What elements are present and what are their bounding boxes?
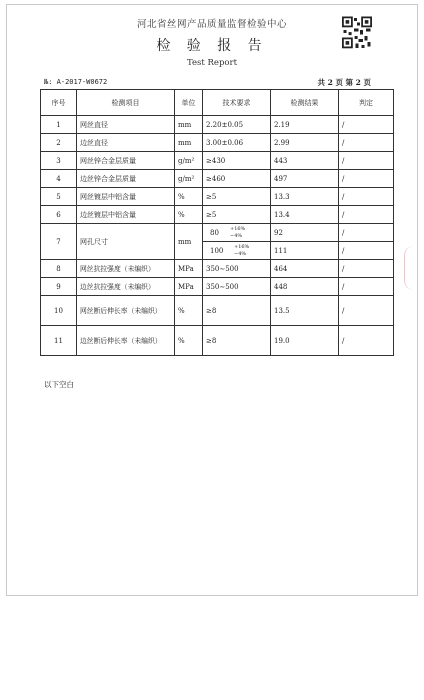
table-row [41, 206, 394, 224]
cell-no: 3 [41, 152, 77, 170]
cell-result: 92 [271, 224, 339, 242]
cell-item: 网丝直径 [77, 116, 175, 134]
cell-requirement: ≥430 [203, 152, 271, 170]
cell-unit: g/m² [175, 152, 203, 170]
cell-no: 5 [41, 188, 77, 206]
table-row [41, 326, 394, 356]
cell-unit: mm [175, 116, 203, 134]
cell-requirement: ≥8 [203, 326, 271, 356]
mesh-tolerance [234, 244, 249, 258]
tolerance-plus: +16% [234, 243, 250, 250]
cell-requirement: ≥5 [203, 188, 271, 206]
cell-item: 网丝镀层中铝含量 [77, 188, 175, 206]
table-header-row [41, 90, 394, 116]
cell-unit: % [175, 296, 203, 326]
organization-name: 河北省丝网产品质量监督检验中心 [136, 19, 287, 30]
header-item: 检测项目 [77, 90, 175, 116]
header-no: 序号 [41, 90, 77, 116]
cell-verdict: / [339, 278, 394, 296]
table-row [41, 296, 394, 326]
cell-unit: % [175, 326, 203, 356]
mesh-tolerance [230, 226, 245, 240]
cell-requirement [203, 242, 271, 260]
cell-verdict: / [339, 188, 394, 206]
table-row [41, 152, 394, 170]
page-count: 共 2 页 第 2 页 [317, 78, 371, 87]
qr-code-icon [342, 16, 372, 50]
cell-verdict: / [339, 242, 394, 260]
mesh-base-value: 100 [210, 246, 224, 255]
cell-verdict: / [339, 206, 394, 224]
cell-requirement: ≥5 [203, 206, 271, 224]
cell-requirement: 2.20±0.05 [203, 116, 271, 134]
cell-verdict: / [339, 326, 394, 356]
cell-unit: mm [175, 134, 203, 152]
cell-unit: MPa [175, 278, 203, 296]
cell-unit: mm [175, 224, 203, 260]
table-row [41, 116, 394, 134]
table-row [41, 188, 394, 206]
cell-result: 13.3 [271, 188, 339, 206]
cell-verdict: / [339, 224, 394, 242]
cell-result: 19.0 [271, 326, 339, 356]
cell-requirement [203, 224, 271, 242]
cell-no: 4 [41, 170, 77, 188]
cell-no: 6 [41, 206, 77, 224]
tolerance-minus: −4% [234, 250, 247, 257]
cell-requirement: 350∼500 [203, 260, 271, 278]
cell-result: 13.4 [271, 206, 339, 224]
table-row [41, 278, 394, 296]
cell-verdict: / [339, 116, 394, 134]
report-subtitle: Test Report [187, 58, 237, 68]
cell-no: 8 [41, 260, 77, 278]
cell-item: 边丝锌合金层质量 [77, 170, 175, 188]
cell-verdict: / [339, 170, 394, 188]
report-title: 检 验 报 告 [156, 38, 268, 54]
cell-item: 边丝断后伸长率（未编织） [77, 326, 175, 356]
header-verdict: 判定 [339, 90, 394, 116]
mesh-base-value: 80 [210, 228, 219, 237]
cell-no: 10 [41, 296, 77, 326]
cell-verdict: / [339, 260, 394, 278]
cell-result: 2.19 [271, 116, 339, 134]
cell-item: 边丝抗拉强度（未编织） [77, 278, 175, 296]
cell-item: 网孔尺寸 [77, 224, 175, 260]
header-requirement: 技术要求 [203, 90, 271, 116]
cell-requirement: ≥460 [203, 170, 271, 188]
tolerance-minus: −4% [230, 232, 243, 239]
table-row [41, 260, 394, 278]
cell-no: 11 [41, 326, 77, 356]
cell-result: 443 [271, 152, 339, 170]
cell-result: 448 [271, 278, 339, 296]
cell-result: 13.5 [271, 296, 339, 326]
cell-result: 464 [271, 260, 339, 278]
report-number: №: A-2017-W0672 [44, 78, 108, 86]
cell-no: 9 [41, 278, 77, 296]
cell-requirement: ≥8 [203, 296, 271, 326]
header-unit: 单位 [175, 90, 203, 116]
cell-no: 2 [41, 134, 77, 152]
cell-result: 2.99 [271, 134, 339, 152]
cell-unit: g/m² [175, 170, 203, 188]
tolerance-plus: +16% [230, 225, 246, 232]
cell-item: 网丝锌合金层质量 [77, 152, 175, 170]
table-row-mesh [41, 224, 394, 242]
cell-verdict: / [339, 296, 394, 326]
cell-unit: % [175, 188, 203, 206]
cell-no: 7 [41, 224, 77, 260]
cell-verdict: / [339, 134, 394, 152]
cell-unit: MPa [175, 260, 203, 278]
cell-result: 111 [271, 242, 339, 260]
cell-requirement: 3.00±0.06 [203, 134, 271, 152]
blank-below-note: 以下空白 [44, 380, 74, 389]
table-row [41, 134, 394, 152]
cell-item: 网丝抗拉强度（未编织） [77, 260, 175, 278]
table-row [41, 170, 394, 188]
inspection-table [40, 89, 394, 356]
cell-item: 网丝断后伸长率（未编织） [77, 296, 175, 326]
cell-requirement: 350∼500 [203, 278, 271, 296]
seal-stamp-edge [404, 246, 419, 290]
cell-result: 497 [271, 170, 339, 188]
header-result: 检测结果 [271, 90, 339, 116]
cell-verdict: / [339, 152, 394, 170]
cell-item: 边丝直径 [77, 134, 175, 152]
cell-item: 边丝镀层中铝含量 [77, 206, 175, 224]
cell-no: 1 [41, 116, 77, 134]
cell-unit: % [175, 206, 203, 224]
